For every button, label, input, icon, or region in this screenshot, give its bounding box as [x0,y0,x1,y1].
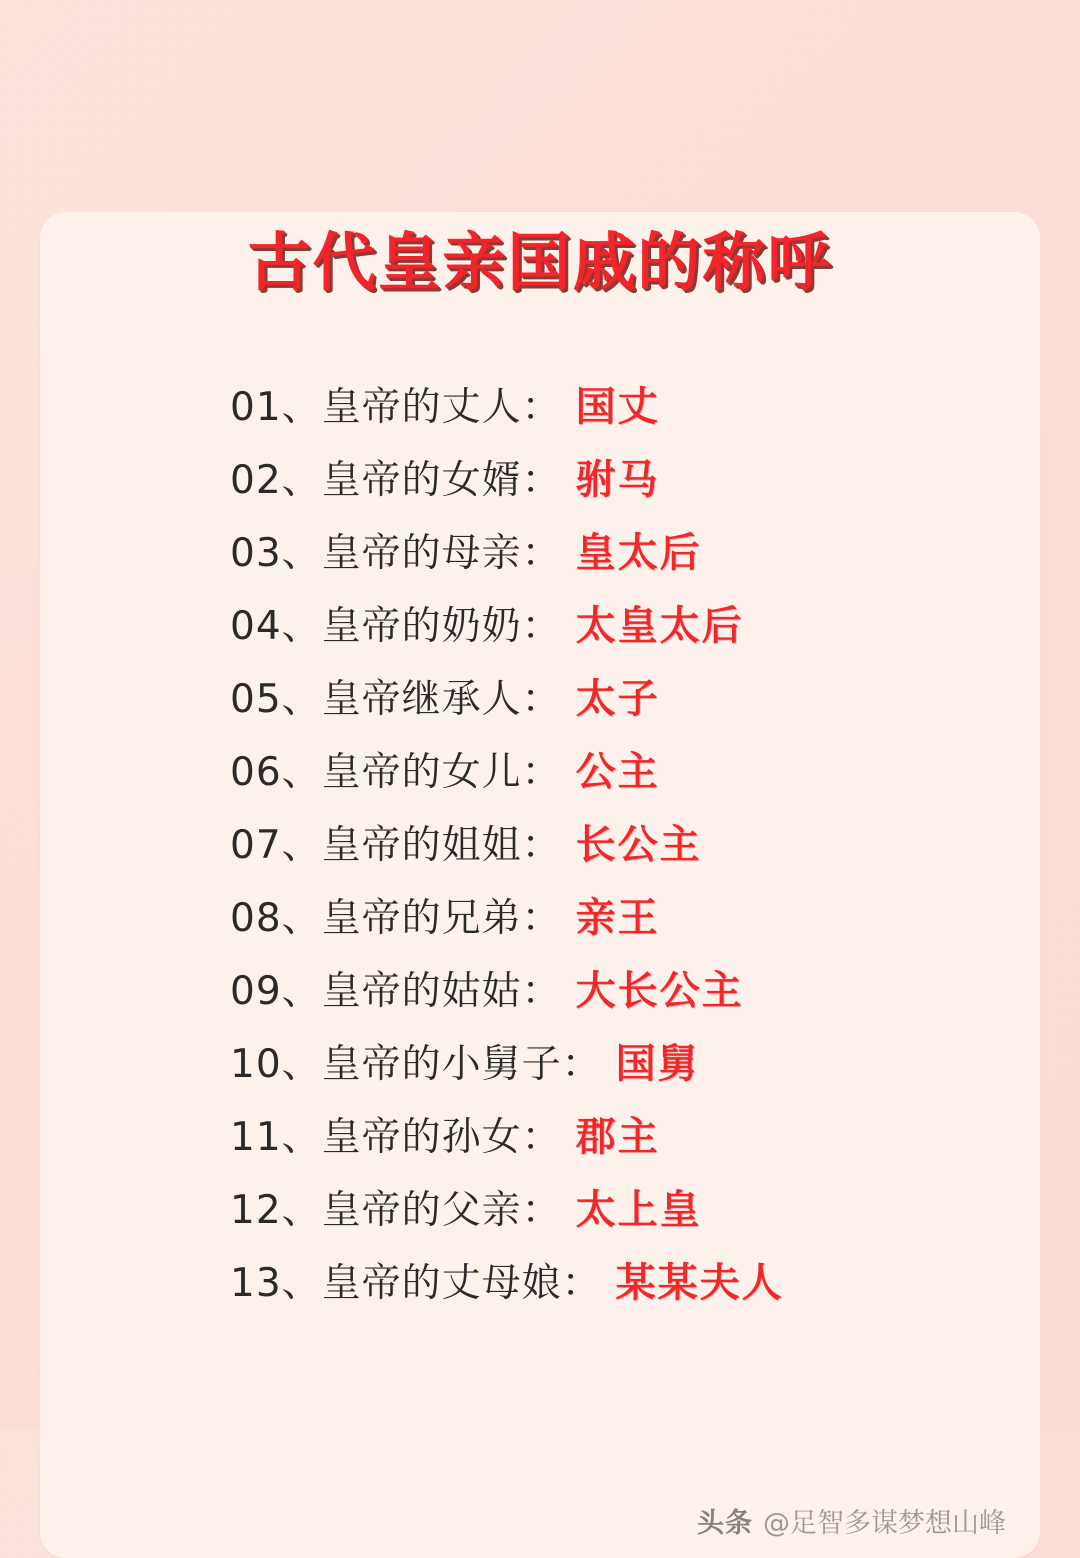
list-item-value: 国舅 [615,1041,700,1087]
list-item-label: 皇帝的丈人： [321,385,562,430]
list-item [40,1178,1040,1251]
list-item-number: 04、 [230,604,322,649]
list-item-number: 11、 [230,1115,322,1160]
list-item-number: 08、 [230,896,322,941]
content-card [40,212,1040,1558]
list-item-label: 皇帝的姐姐： [321,823,562,868]
watermark-author: @足智多谋梦想山峰 [763,1508,1006,1539]
list-item [40,886,1040,959]
list-item-value: 亲王 [575,895,660,941]
list-item-number: 13、 [230,1261,322,1306]
list-item-number: 01、 [230,385,322,430]
watermark-platform: 头条 [697,1508,753,1539]
list-item-number: 09、 [230,969,322,1014]
list-item-value: 皇太后 [575,530,702,576]
list-item-value: 公主 [575,749,660,795]
list-item-label: 皇帝的女儿： [321,750,562,795]
list-item-value: 太子 [575,676,660,722]
list-item-label: 皇帝的兄弟： [321,896,562,941]
list-item-label: 皇帝的孙女： [321,1115,562,1160]
list-item-label: 皇帝的父亲： [321,1188,562,1233]
list-item-label: 皇帝的小舅子： [321,1042,602,1087]
list-item [40,375,1040,448]
list-item-value: 太皇太后 [575,603,744,649]
list-item-value: 太上皇 [575,1187,702,1233]
term-list [40,375,1040,1324]
page-title: 古代皇亲国戚的称呼 [247,226,833,299]
list-item [40,448,1040,521]
list-item-number: 12、 [230,1188,322,1233]
list-item-label: 皇帝的女婿： [321,458,562,503]
list-item [40,813,1040,886]
list-item-label: 皇帝的姑姑： [321,969,562,1014]
list-item-value: 长公主 [575,822,702,868]
list-item-label: 皇帝的丈母娘： [321,1261,602,1306]
list-item [40,740,1040,813]
list-item-number: 06、 [230,750,322,795]
list-item-number: 03、 [230,531,322,576]
list-item [40,1032,1040,1105]
list-item [40,1251,1040,1324]
watermark [697,1501,1006,1540]
list-item-number: 02、 [230,458,322,503]
list-item-number: 07、 [230,823,322,868]
list-item-number: 05、 [230,677,322,722]
list-item-value: 驸马 [575,457,660,503]
list-item [40,594,1040,667]
list-item [40,1105,1040,1178]
list-item [40,667,1040,740]
list-item-value: 郡主 [575,1114,660,1160]
list-item-label: 皇帝的奶奶： [321,604,562,649]
list-item-value: 某某夫人 [615,1260,784,1306]
list-item [40,959,1040,1032]
list-item-label: 皇帝的母亲： [321,531,562,576]
list-item-number: 10、 [230,1042,322,1087]
list-item-label: 皇帝继承人： [321,677,562,722]
list-item-value: 国丈 [575,384,660,430]
list-item [40,521,1040,594]
list-item-value: 大长公主 [575,968,744,1014]
